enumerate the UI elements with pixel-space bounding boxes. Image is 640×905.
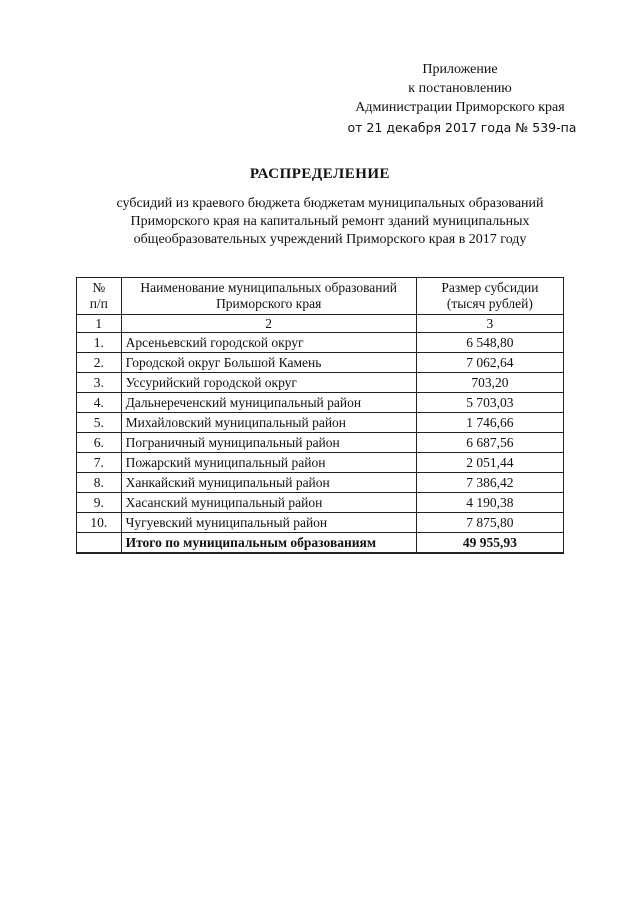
row-amount: 6 687,56 (416, 433, 563, 453)
annex-line-1: Приложение (422, 62, 498, 77)
row-name: Михайловский муниципальный район (121, 413, 416, 433)
table-row (77, 493, 564, 513)
row-name: Хасанский муниципальный район (121, 493, 416, 513)
document-subtitle (100, 195, 560, 249)
header-number (77, 278, 122, 315)
row-name: Уссурийский городской округ (121, 373, 416, 393)
header-amount-line-2: (тысяч рублей) (446, 296, 533, 311)
table-row (77, 433, 564, 453)
total-number (77, 533, 122, 554)
row-amount: 7 875,80 (416, 513, 563, 533)
row-name: Ханкайский муниципальный район (121, 473, 416, 493)
subtitle-line-2: Приморского края на капитальный ремонт зданий муниципальных (130, 214, 530, 229)
row-number: 6. (77, 433, 122, 453)
header-number-line-1: № (92, 280, 106, 295)
table-row (77, 393, 564, 413)
row-number: 9. (77, 493, 122, 513)
column-number: 1 (77, 315, 122, 333)
total-label: Итого по муниципальным образованиям (121, 533, 416, 554)
column-number: 3 (416, 315, 563, 333)
row-amount: 5 703,03 (416, 393, 563, 413)
row-number: 10. (77, 513, 122, 533)
table-row (77, 373, 564, 393)
document-title: РАСПРЕДЕЛЕНИЕ (249, 166, 391, 182)
table-row (77, 353, 564, 373)
row-number: 4. (77, 393, 122, 413)
row-number: 3. (77, 373, 122, 393)
column-number: 2 (121, 315, 416, 333)
header-name (121, 278, 416, 315)
header-name-line-1: Наименование муниципальных образований (140, 280, 397, 295)
row-amount: 7 062,64 (416, 353, 563, 373)
annex-line-4: от 21 декабря 2017 года № 539-па (347, 120, 577, 135)
table-header-row (77, 278, 564, 315)
row-number: 7. (77, 453, 122, 473)
header-amount (416, 278, 563, 315)
table-row (77, 413, 564, 433)
header-number-line-2: п/п (89, 296, 108, 311)
row-name: Пограничный муниципальный район (121, 433, 416, 453)
row-amount: 6 548,80 (416, 333, 563, 353)
row-amount: 7 386,42 (416, 473, 563, 493)
subtitle-line-3: общеобразовательных учреждений Приморского края в 2017 году (133, 232, 527, 247)
row-name: Арсеньевский городской округ (121, 333, 416, 353)
annex-line-3: Администрации Приморского края (355, 100, 565, 115)
header-amount-line-1: Размер субсидии (441, 280, 539, 295)
row-name: Городской округ Большой Камень (121, 353, 416, 373)
row-amount: 4 190,38 (416, 493, 563, 513)
row-amount: 703,20 (416, 373, 563, 393)
row-amount: 1 746,66 (416, 413, 563, 433)
row-name: Пожарский муниципальный район (121, 453, 416, 473)
table-row (77, 473, 564, 493)
table-row (77, 333, 564, 353)
table-row (77, 513, 564, 533)
column-number-row (77, 315, 564, 333)
annex-header (340, 60, 580, 137)
subtitle-line-1: субсидий из краевого бюджета бюджетам муниципальных образований (116, 196, 544, 211)
row-amount: 2 051,44 (416, 453, 563, 473)
row-number: 2. (77, 353, 122, 373)
row-number: 5. (77, 413, 122, 433)
row-name: Дальнереченский муниципальный район (121, 393, 416, 413)
total-amount: 49 955,93 (416, 533, 563, 554)
distribution-table (76, 277, 564, 554)
row-number: 8. (77, 473, 122, 493)
annex-line-2: к постановлению (408, 81, 512, 96)
row-number: 1. (77, 333, 122, 353)
total-row (77, 533, 564, 554)
row-name: Чугуевский муниципальный район (121, 513, 416, 533)
header-name-line-2: Приморского края (216, 296, 322, 311)
table-row (77, 453, 564, 473)
